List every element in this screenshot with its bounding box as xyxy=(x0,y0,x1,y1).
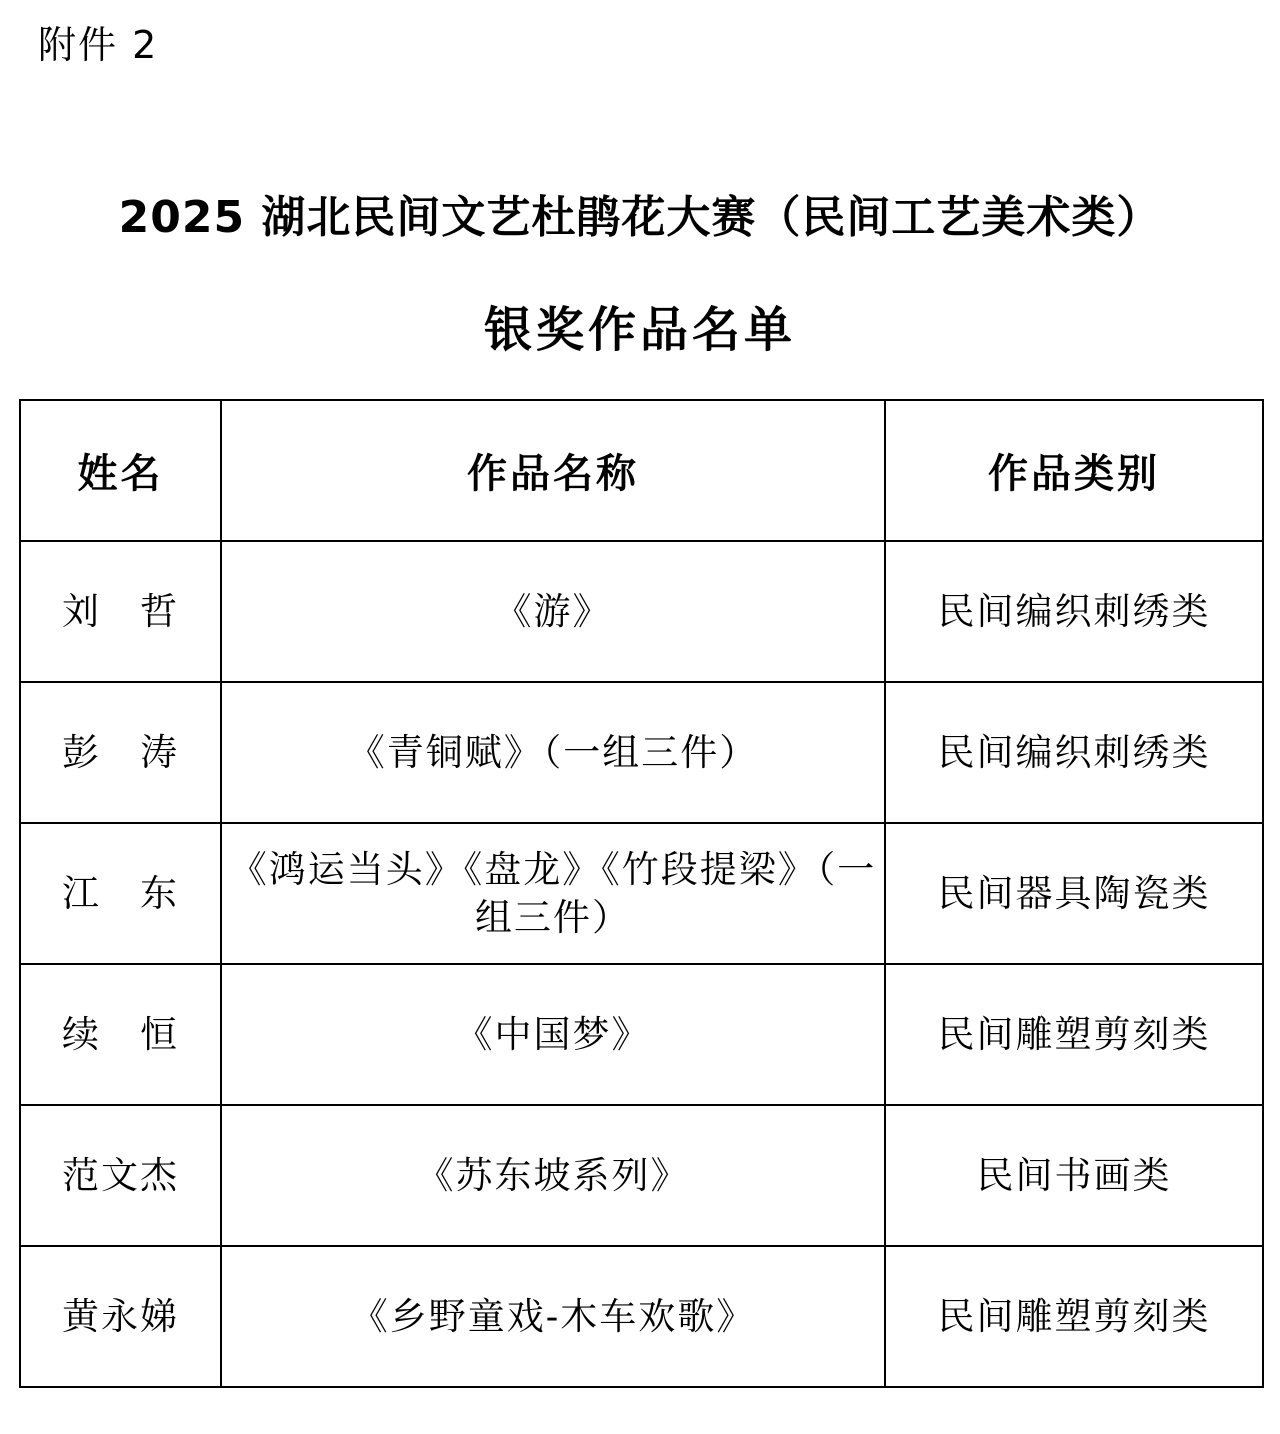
silver-award-table xyxy=(19,399,1264,1388)
table-header-row xyxy=(20,400,1263,541)
work-title: 《苏东坡系列》 xyxy=(221,1105,885,1246)
author-name: 范文杰 xyxy=(20,1105,221,1246)
author-name: 江 东 xyxy=(20,823,221,964)
table-row xyxy=(20,964,1263,1105)
work-title: 《青铜赋》（一组三件） xyxy=(221,682,885,823)
attachment-label: 附件 2 xyxy=(38,23,159,67)
work-title: 《乡野童戏-木车欢歌》 xyxy=(221,1246,885,1387)
author-name: 黄永娣 xyxy=(20,1246,221,1387)
table-row xyxy=(20,541,1263,682)
table-row xyxy=(20,682,1263,823)
document-title: 2025 湖北民间文艺杜鹃花大赛（民间工艺美术类） xyxy=(118,192,1162,243)
author-name: 彭 涛 xyxy=(20,682,221,823)
work-category: 民间书画类 xyxy=(885,1105,1263,1246)
column-header-work: 作品名称 xyxy=(221,400,885,541)
work-title: 《游》 xyxy=(221,541,885,682)
work-category: 民间编织刺绣类 xyxy=(885,682,1263,823)
column-header-category: 作品类别 xyxy=(885,400,1263,541)
column-header-name: 姓名 xyxy=(20,400,221,541)
work-title: 《鸿运当头》《盘龙》《竹段提梁》（一组三件） xyxy=(221,823,885,964)
table-row xyxy=(20,1105,1263,1246)
table-row xyxy=(20,1246,1263,1387)
author-name: 续 恒 xyxy=(20,964,221,1105)
table-row xyxy=(20,823,1263,964)
author-name: 刘 哲 xyxy=(20,541,221,682)
work-title: 《中国梦》 xyxy=(221,964,885,1105)
work-category: 民间编织刺绣类 xyxy=(885,541,1263,682)
work-category: 民间雕塑剪刻类 xyxy=(885,964,1263,1105)
work-category: 民间器具陶瓷类 xyxy=(885,823,1263,964)
work-category: 民间雕塑剪刻类 xyxy=(885,1246,1263,1387)
document-subtitle: 银奖作品名单 xyxy=(483,302,796,358)
